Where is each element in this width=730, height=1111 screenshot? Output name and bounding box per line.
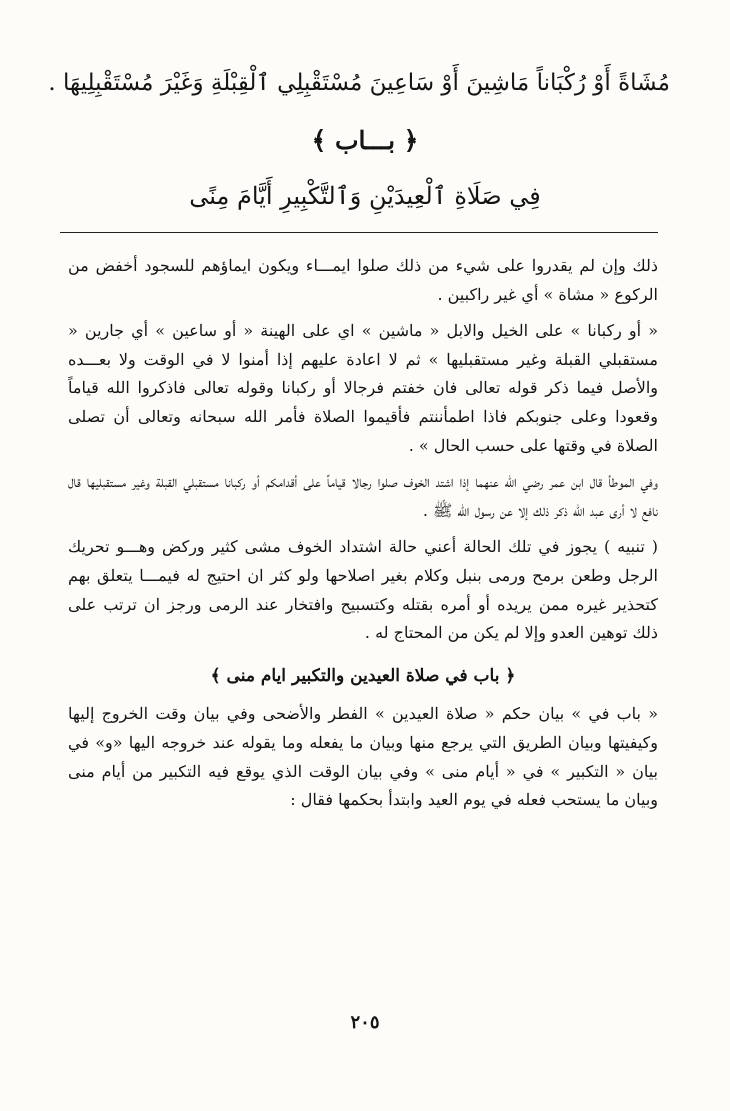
paragraph: ( تنبيه ) يجوز في تلك الحالة أعني حالة اشتداد الخوف مشى كثير وركض وهـــو تحريك الرجل وطعن برمح ورمى بنبل وكلام بغير اصلاحها ولو كثر ان احتيج له فيمـــا يتعلق بهم كتحذير غيره ممن يريده أو أمره بقتله وكتسبيح وافتخار عند الرمى ورجز ان ترتب على ذلك توهين العدو وإلا لم يكن من المحتاج له . <box>68 537 658 643</box>
matn-line: مُشَاةً أَوْ رُكْبَاناً مَاشِينَ أَوْ سَاعِينَ مُسْتَقْبِلِي ٱلْقِبْلَةِ وَغَيْرَ مُسْتَقْبِلِيهَا . <box>48 70 670 96</box>
paragraph: ذلك وإن لم يقدروا على شيء من ذلك صلوا ايمـــاء ويكون ايماؤهم للسجود أخفض من الركوع « مشاة » أي غير راكبين . <box>68 256 659 304</box>
paragraph: « أو ركبانا » على الخيل والابل « ماشين » اي على الهينة « أو ساعين » أي جارين « مستقبلي القبلة وغير مستقبليها » ثم لا اعادة عليهم إذا أمنوا لا في الوقت ولا بعـــده والأصل فيما ذكر قوله تعالى فان خفتم فرجالا أو ركبانا وقوله تعالى فاذكروا الله قياماً وقعودا وعلى جنوبكم فاذا اطمأننتم فأقيموا الصلاة فأمر الله سبحانه وتعالى أن تصلى الصلاة في وقتها على حسب الحال » . <box>68 321 658 455</box>
divider-rule <box>60 232 658 233</box>
commentary-body <box>68 252 658 815</box>
section-heading: ﴿ باب في صلاة العيدين والتكبير ايام منى ﴾ <box>210 665 516 686</box>
paragraph: وفي الموطأ قال ابن عمر رضي الله عنهما إذا اشتد الخوف صلوا رجالا قياماً على أقدامكم أو ركبانا مستقبلي القبلة وغير مستقبليها قال نافع لا أرى عبد الله ذكر ذلك إلا عن رسول الله ﷺ . <box>68 472 658 520</box>
paragraph: « باب في » بيان حكم « صلاة العيدين » الفطر والأضحى وفي بيان وقت الخروج إليها وكيفيتها وبيان الطريق التي يرجع منها وبيان ما يفعله وما يقوله عند خروجه اليها «و» في بيان « التكبير » في « أيام منى » وفي بيان الوقت الذي يوقع فيه التكبير من أيام منى وبيان ما يستحب فعله في يوم العيد وابتدأ بحكمها فقال : <box>68 704 658 810</box>
chapter-title: فِي صَلَاةِ ٱلْعِيدَيْنِ وَٱلتَّكْبِيرِ أَيَّامَ مِنًى <box>189 182 541 210</box>
chapter-heading: ﴿ بـــاب ﴾ <box>311 126 419 155</box>
page-number: ٢٠٥ <box>350 1012 380 1033</box>
